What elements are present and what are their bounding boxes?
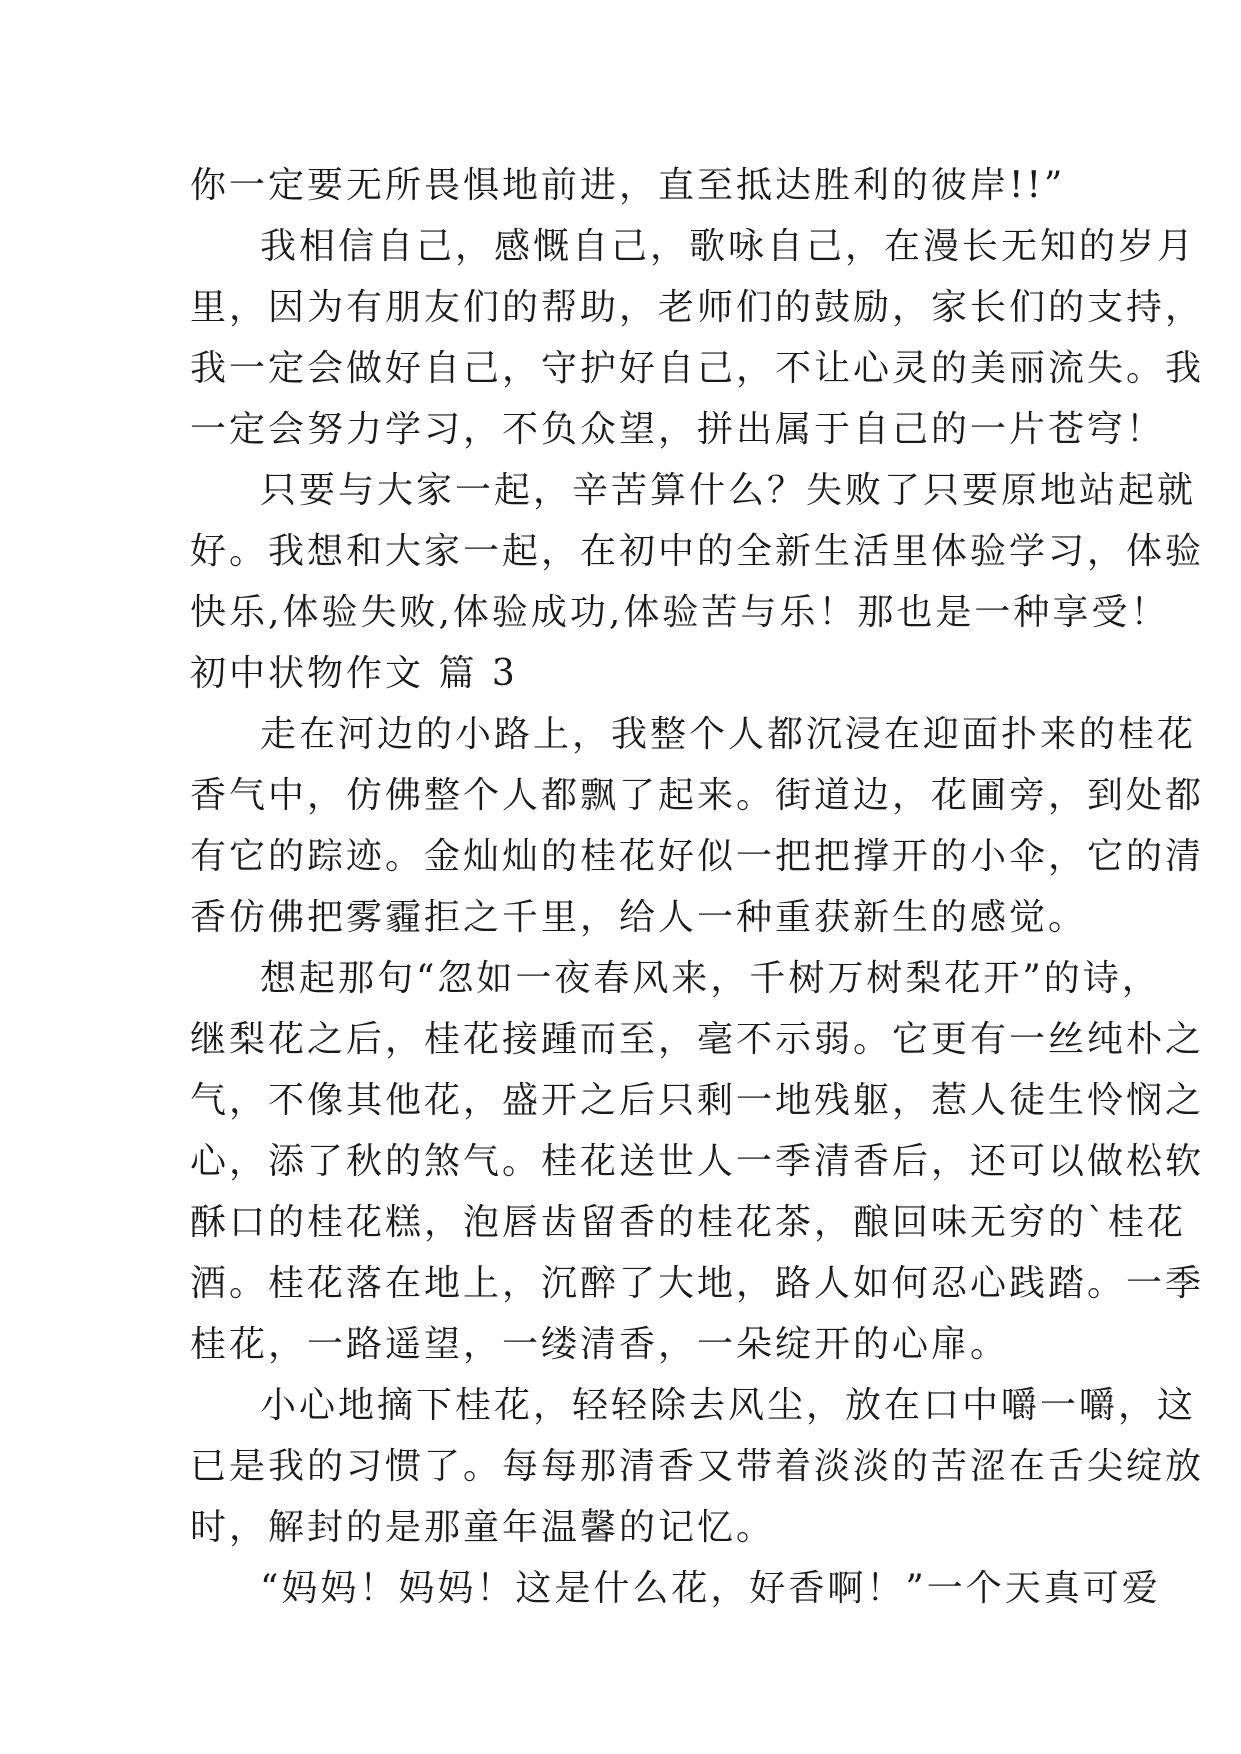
- text-line: 酥口的桂花糕，泡唇齿留香的桂花茶，酿回味无穷的`桂花: [190, 1202, 1187, 1243]
- text-line: 已是我的习惯了。每每那清香又带着淡淡的苦涩在舌尖绽放: [190, 1446, 1205, 1487]
- text-line: 初中状物作文 篇 3: [190, 653, 518, 694]
- paragraph: [190, 216, 1205, 460]
- text-line: 小心地摘下桂花，轻轻除去风尘，放在口中嚼一嚼，这: [260, 1385, 1197, 1426]
- text-line: 香气中，仿佛整个人都飘了起来。街道边，花圃旁，到处都: [190, 775, 1205, 816]
- text-line: “妈妈！妈妈！这是什么花，好香啊！”一个天真可爱: [260, 1568, 1161, 1609]
- text-line: 有它的踪迹。金灿灿的桂花好似一把把撑开的小伞，它的清: [190, 836, 1205, 877]
- text-line: 我相信自己，感慨自己，歌咏自己，在漫长无知的岁月: [260, 226, 1197, 267]
- paragraph: [190, 704, 1205, 948]
- text-line: 走在河边的小路上，我整个人都沉浸在迎面扑来的桂花: [260, 714, 1197, 755]
- text-line: 里，因为有朋友们的帮助，老师们的鼓励，家长们的支持，: [190, 287, 1205, 328]
- text-line: 我一定会做好自己，守护好自己，不让心灵的美丽流失。我: [190, 348, 1205, 389]
- text-line: 继梨花之后，桂花接踵而至，毫不示弱。它更有一丝纯朴之: [190, 1019, 1205, 1060]
- paragraph: [190, 1558, 1161, 1619]
- text-line: 心，添了秋的煞气。桂花送世人一季清香后，还可以做松软: [190, 1141, 1205, 1182]
- section-heading: [190, 643, 1070, 704]
- text-line: 只要与大家一起，辛苦算什么？失败了只要原地站起就: [260, 470, 1197, 511]
- text-line: 酒。桂花落在地上，沉醉了大地，路人如何忍心践踏。一季: [190, 1263, 1205, 1304]
- paragraph: [190, 155, 1070, 216]
- text-line: 桂花，一路遥望，一缕清香，一朵绽开的心扉。: [190, 1324, 1010, 1365]
- text-line: 时，解封的是那童年温馨的记忆。: [190, 1507, 776, 1548]
- text-line: 好。我想和大家一起，在初中的全新生活里体验学习，体验: [190, 531, 1205, 572]
- text-line: 快乐,体验失败,体验成功,体验苦与乐！那也是一种享受！: [190, 592, 1170, 633]
- text-line: 想起那句“忽如一夜春风来，千树万树梨花开”的诗，: [260, 958, 1161, 999]
- text-line: 一定会努力学习，不负众望，拼出属于自己的一片苍穹！: [190, 409, 1166, 450]
- paragraph: [190, 460, 1205, 643]
- text-line: 香仿佛把雾霾拒之千里，给人一种重获新生的感觉。: [190, 897, 1088, 938]
- paragraph: [190, 948, 1205, 1375]
- text-line: 气，不像其他花，盛开之后只剩一地残躯，惹人徒生怜悯之: [190, 1080, 1205, 1121]
- document-body: [190, 155, 1205, 1619]
- text-line: 你一定要无所畏惧地前进，直至抵达胜利的彼岸!!”: [190, 165, 1066, 206]
- paragraph: [190, 1375, 1205, 1558]
